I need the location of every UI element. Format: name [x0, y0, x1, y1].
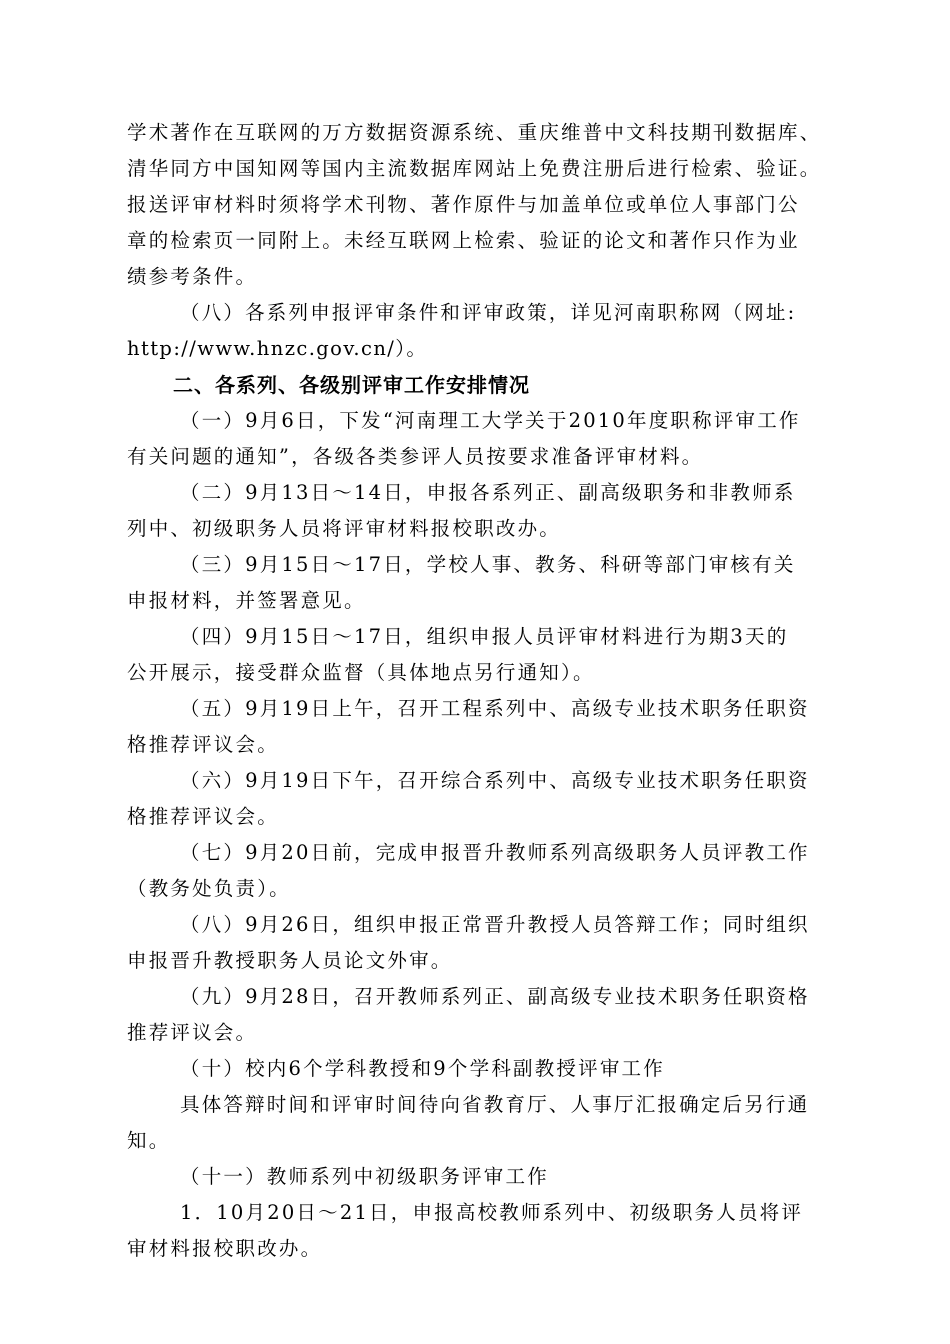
- paragraph-line: 绩参考条件。: [127, 265, 258, 288]
- paragraph-line: 学术著作在互联网的万方数据资源系统、重庆维普中文科技期刊数据库、: [127, 121, 822, 144]
- paragraph-line: （十）校内6个学科教授和9个学科副教授评审工作: [180, 1057, 665, 1080]
- paragraph-line: 推荐评议会。: [127, 1021, 258, 1044]
- paragraph-line: （八）9月26日，组织申报正常晋升教授人员答辩工作；同时组织: [180, 913, 810, 936]
- paragraph-line: （五）9月19日上午，召开工程系列中、高级专业技术职务任职资: [180, 697, 810, 720]
- paragraph-line: （九）9月28日，召开教师系列正、副高级专业技术职务任职资格: [180, 985, 810, 1008]
- paragraph-line: 清华同方中国知网等国内主流数据库网站上免费注册后进行检索、验证。: [127, 157, 822, 180]
- paragraph-line: 公开展示，接受群众监督（具体地点另行通知）。: [127, 661, 595, 684]
- paragraph-line: 审材料报校职改办。: [127, 1237, 323, 1260]
- section-heading: 二、各系列、各级别评审工作安排情况: [173, 373, 530, 397]
- paragraph-line: （十一）教师系列中初级职务评审工作: [180, 1165, 549, 1188]
- paragraph-line: 1．10月20日～21日，申报高校教师系列中、初级职务人员将评: [180, 1201, 804, 1224]
- paragraph-line: （二）9月13日～14日，申报各系列正、副高级职务和非教师系: [180, 481, 796, 504]
- paragraph-line: 申报材料，并签署意见。: [127, 589, 366, 612]
- paragraph-line: 列中、初级职务人员将评审材料报校职改办。: [127, 517, 562, 540]
- paragraph-line: 知。: [127, 1129, 171, 1152]
- paragraph-line: 有关问题的通知”，各级各类参评人员按要求准备评审材料。: [127, 445, 704, 468]
- paragraph-line: （六）9月19日下午，召开综合系列中、高级专业技术职务任职资: [180, 769, 810, 792]
- paragraph-line: 具体答辩时间和评审时间待向省教育厅、人事厅汇报确定后另行通: [180, 1093, 810, 1116]
- paragraph-line: （教务处负责）。: [127, 877, 291, 900]
- paragraph-line: 章的检索页一同附上。未经互联网上检索、验证的论文和著作只作为业: [127, 229, 800, 252]
- paragraph-line: 申报晋升教授职务人员论文外审。: [127, 949, 453, 972]
- paragraph-line: （一）9月6日，下发“河南理工大学关于2010年度职称评审工作: [180, 409, 801, 432]
- paragraph-line: 报送评审材料时须将学术刊物、著作原件与加盖单位或单位人事部门公: [127, 193, 800, 216]
- url-line: http://www.hnzc.gov.cn/）。: [127, 337, 428, 360]
- paragraph-line: （四）9月15日～17日，组织申报人员评审材料进行为期3天的: [180, 625, 789, 648]
- paragraph-line: 格推荐评议会。: [127, 733, 279, 756]
- paragraph-line: （八）各系列申报评审条件和评审政策，详见河南职称网（网址:: [180, 301, 797, 324]
- paragraph-line: 格推荐评议会。: [127, 805, 279, 828]
- paragraph-line: （三）9月15日～17日，学校人事、教务、科研等部门审核有关: [180, 553, 796, 576]
- paragraph-line: （七）9月20日前，完成申报晋升教师系列高级职务人员评教工作: [180, 841, 810, 864]
